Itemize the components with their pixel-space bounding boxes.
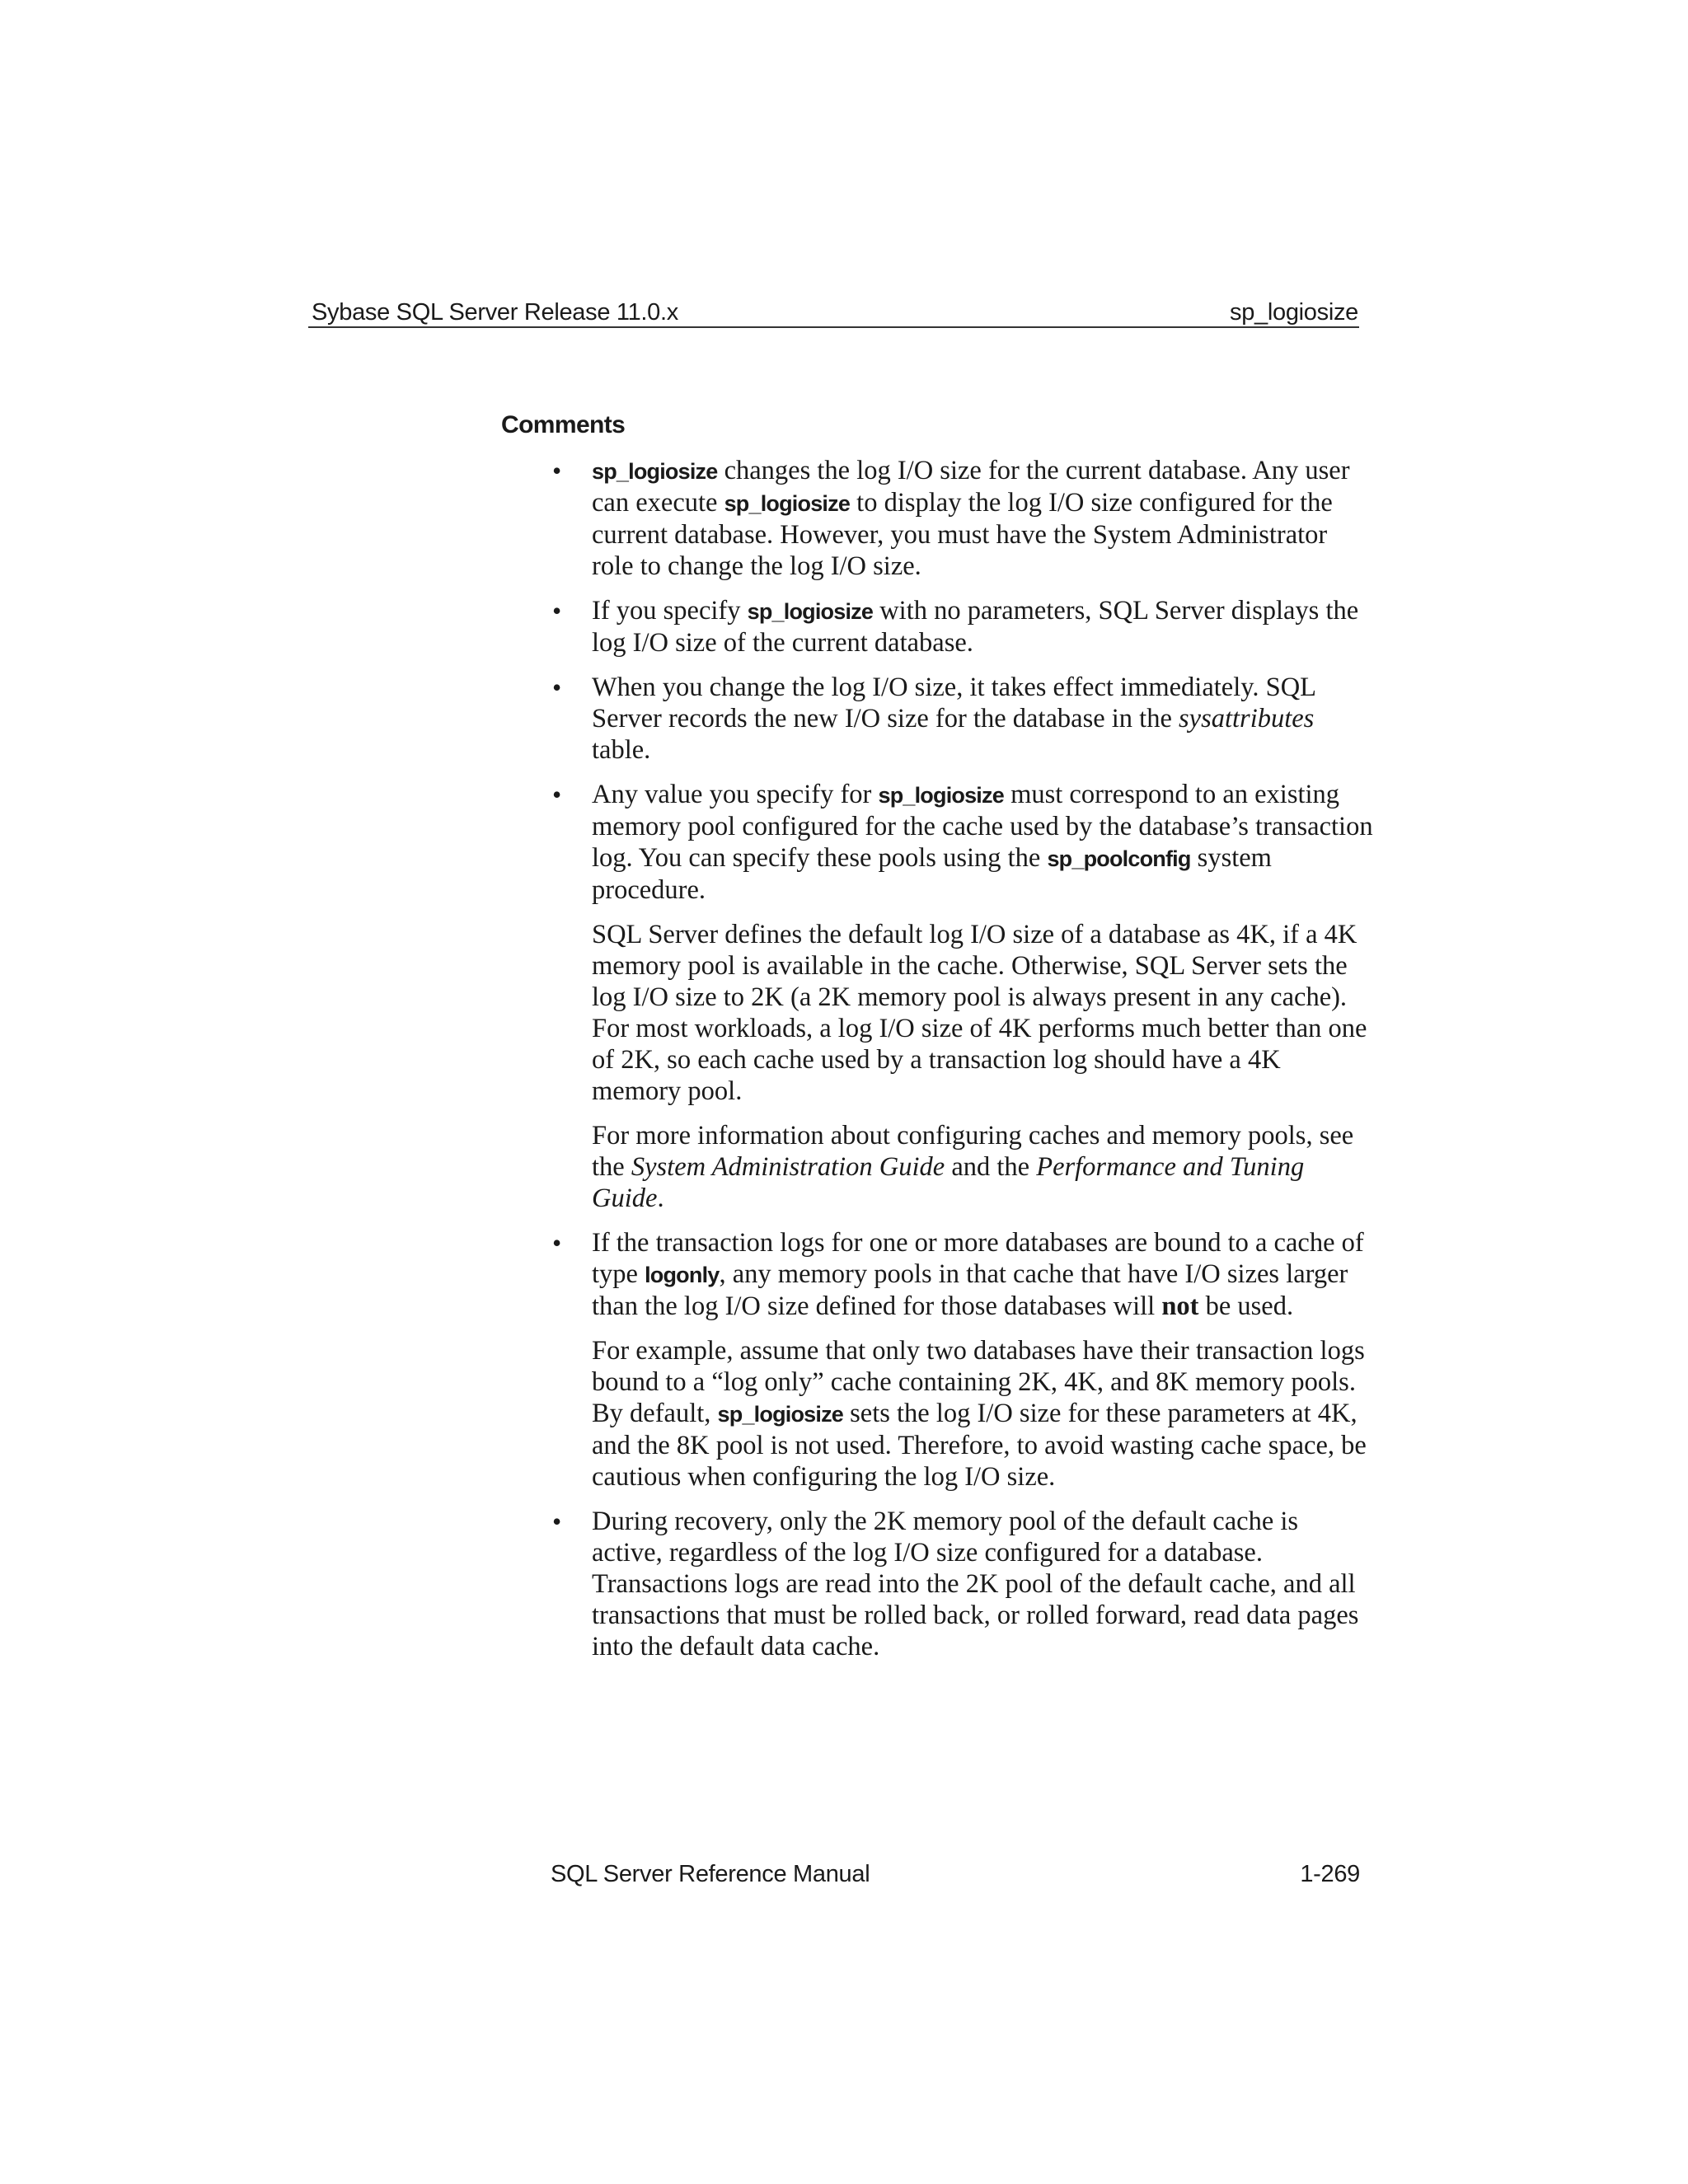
list-item (501, 595, 1375, 658)
bullet-marker: • (552, 456, 562, 485)
book-title: Performance and Tuning Guide (592, 1152, 1305, 1213)
paragraph (592, 672, 1375, 766)
comments-list (501, 455, 1375, 1662)
text-run: changes the log I/O size for the current database. Any user can execute (592, 456, 1350, 518)
bullet-marker: • (552, 673, 562, 702)
code-term: sp_poolconfig (1047, 846, 1191, 871)
text-run: table. (592, 735, 651, 765)
list-item (501, 779, 1375, 1214)
text-run: and the (945, 1152, 1037, 1182)
page-content (501, 409, 1375, 1675)
bullet-marker: • (552, 596, 562, 626)
text-run: must correspond to an existing memory pool configured for the cache used by the database’s transaction log. You can specify these pools using the (592, 780, 1373, 873)
header-section-title: sp_logiosize (1230, 299, 1358, 326)
text-run: system procedure. (592, 843, 1272, 905)
code-term: sp_logiosize (592, 459, 718, 484)
paragraph (592, 455, 1375, 582)
bullet-marker: • (552, 1507, 562, 1536)
bullet-marker: • (552, 1228, 562, 1258)
bullet-marker: • (552, 780, 562, 809)
text-run: If you specify (592, 596, 748, 626)
list-item (501, 1506, 1375, 1662)
book-title: System Administration Guide (631, 1152, 945, 1182)
text-run: sets the log I/O size for these parameters at 4K, and the 8K pool is not used. Therefore, to avoid wasting cache space, be cautious when configuring the log I/O size. (592, 1399, 1367, 1492)
text-run: Any value you specify for (592, 780, 879, 809)
code-term: sp_logiosize (717, 1402, 843, 1427)
list-item (501, 672, 1375, 766)
text-run: . (657, 1183, 664, 1213)
paragraph (592, 1227, 1375, 1322)
table-name: sysattributes (1179, 704, 1315, 733)
running-header (312, 287, 1358, 326)
code-term: logonly (645, 1263, 720, 1287)
text-run: to display the log I/O size configured for the current database. However, you must have the System Administrator role to change the log I/O size. (592, 488, 1333, 581)
text-run: be used. (1198, 1291, 1294, 1321)
text-run: with no parameters, SQL Server displays the log I/O size of the current database. (592, 596, 1359, 658)
paragraph (592, 595, 1375, 658)
paragraph (592, 1120, 1375, 1214)
paragraph (592, 779, 1375, 906)
running-footer (551, 1861, 1360, 1888)
text-run: If the transaction logs for one or more databases are bound to a cache of type (592, 1228, 1364, 1289)
paragraph (592, 1335, 1375, 1493)
list-item (501, 455, 1375, 582)
code-term: sp_logiosize (724, 491, 851, 516)
code-term: sp_logiosize (878, 783, 1004, 808)
header-product-title: Sybase SQL Server Release 11.0.x (312, 299, 678, 326)
code-term: sp_logiosize (747, 599, 874, 624)
text-run: For more information about configuring caches and memory pools, see the (592, 1121, 1354, 1182)
emphasis: not (1161, 1291, 1199, 1321)
footer-manual-title: SQL Server Reference Manual (551, 1861, 870, 1887)
paragraph: During recovery, only the 2K memory pool of the default cache is active, regardless of the log I/O size configured for a database. Transactions logs are read into the 2K pool of the default cache, and all transactions that must be rolled back, or rolled forward, read data pages into the default data cache. (592, 1507, 1359, 1661)
text-run: For example, assume that only two databases have their transaction logs bound to a “log only” cache containing 2K, 4K, and 8K memory pools. By default, (592, 1336, 1365, 1428)
section-heading: Comments (501, 411, 626, 438)
page-number: 1-269 (1300, 1861, 1360, 1887)
text-run: , any memory pools in that cache that have I/O sizes larger than the log I/O size defined for those databases will (592, 1259, 1348, 1321)
text-run: When you change the log I/O size, it takes effect immediately. SQL Server records the new I/O size for the database in the (592, 673, 1315, 733)
header-rule (308, 326, 1359, 328)
paragraph: SQL Server defines the default log I/O size of a database as 4K, if a 4K memory pool is available in the cache. Otherwise, SQL Server sets the log I/O size to 2K (a 2K memory pool is always present in any cache). For most workloads, a log I/O size of 4K performs much better than one of 2K, so each cache used by a transaction log should have a 4K memory pool. (592, 920, 1367, 1106)
list-item (501, 1227, 1375, 1493)
